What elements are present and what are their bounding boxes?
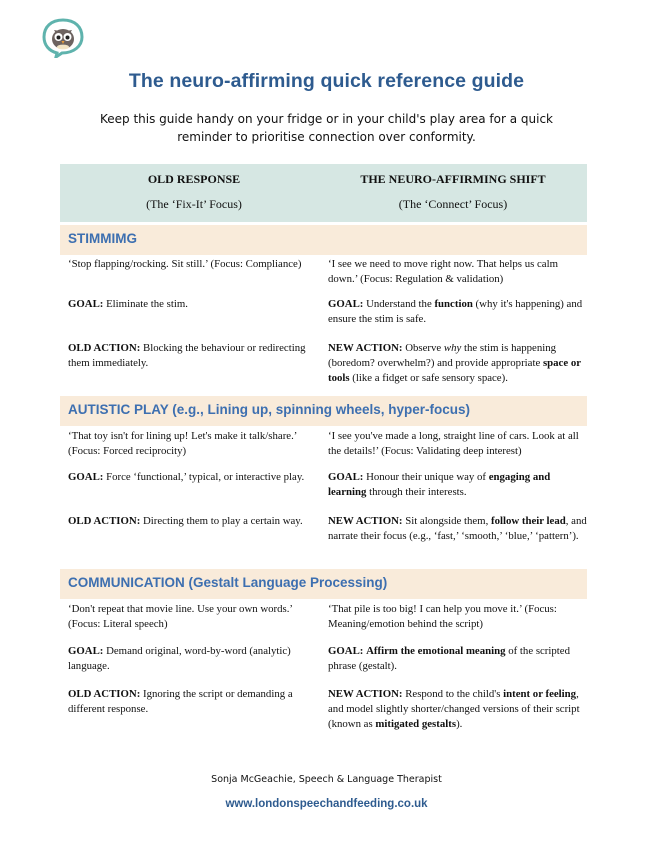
action-emphasis: intent or feeling [503,688,577,700]
table-header [60,164,587,222]
header-shift-title: THE NEURO-AFFIRMING SHIFT [360,172,546,186]
section-heading-communication [60,569,587,599]
goal-text: Honour their unique way of [363,471,489,483]
action-label: NEW ACTION: [328,515,403,527]
old-action [68,341,316,371]
author-credit: Sonja McGeachie, Speech & Language Therapist [211,774,442,785]
action-text: Directing them to play a certain way. [140,515,303,527]
old-response-quote: ‘That toy isn't for lining up! Let's make it talk/share.’ (Focus: Forced reciprocity) [68,430,297,457]
goal-text: Eliminate the stim. [103,298,188,310]
goal-label: GOAL: [68,298,104,310]
website-link[interactable]: www.londonspeechandfeeding.co.uk [225,798,428,810]
old-goal [68,644,316,674]
action-label: NEW ACTION: [328,688,403,700]
header-old-subtitle: (The ‘Fix-It’ Focus) [146,197,242,211]
old-response-quote: ‘Stop flapping/rocking. Sit still.’ (Focus: Compliance) [68,258,302,270]
goal-text: Demand original, word-by-word (analytic) language. [68,645,291,672]
action-label: OLD ACTION: [68,515,141,527]
intro-text: Keep this guide handy on your fridge or in your child's play area for a quick reminder to prioritise connection over conformity. [100,112,554,144]
old-goal [68,297,316,312]
new-action [328,514,590,544]
goal-label: GOAL: [328,471,364,483]
action-emphasis: follow their lead [490,515,566,527]
header-old-title: OLD RESPONSE [147,172,241,186]
old-action [68,514,316,529]
action-text: , and narrate their focus (e.g., ‘fast,’ ‘smooth,’ ‘blue,’ ‘pattern’). [328,515,587,542]
header-old-response [74,164,314,222]
goal-emphasis: function [434,298,473,310]
action-text: Ignoring the script or demanding a different response. [68,688,293,715]
action-label: OLD ACTION: [68,688,141,700]
goal-label: GOAL: [68,471,104,483]
new-action [328,341,590,386]
goal-text: Understand the [363,298,435,310]
section-title: AUTISTIC PLAY (e.g., Lining up, spinning wheels, hyper-focus) [68,402,471,417]
shift-response-quote: ‘That pile is too big! I can help you move it.’ (Focus: Meaning/emotion behind the script) [328,603,557,630]
action-emphasis: why [443,342,462,354]
old-response-quote: ‘Don't repeat that movie line. Use your own words.’ (Focus: Literal speech) [68,603,293,630]
action-text: Blocking the behaviour or redirecting them immediately. [68,342,306,369]
action-text: Observe [402,342,444,354]
page-title: The neuro-affirming quick reference guide [128,70,525,92]
goal-label: GOAL: [68,645,104,657]
action-emphasis: mitigated gestalts [375,718,457,730]
action-text: , and model slightly shorter/changed versions of their script (known as [328,688,580,730]
section-title: STIMMIMG [68,231,137,246]
owl-speech-bubble-icon [42,18,84,58]
goal-emphasis: Affirm the emotional meaning [366,645,506,657]
shift-response-quote: ‘I see you've made a long, straight line of cars. Look at all the details!’ (Focus: Validating deep interest) [328,430,579,457]
action-text: (like a fidget or safe sensory space). [349,372,508,384]
header-neuro-affirming-shift [320,164,586,222]
goal-label: GOAL: [328,298,364,310]
goal-text: (why it's happening) and ensure the stim is safe. [328,298,583,325]
header-shift-subtitle: (The ‘Connect’ Focus) [398,197,508,211]
goal-text: Force ‘functional,’ typical, or interactive play. [103,471,305,483]
goal-label: GOAL: [328,645,364,657]
shift-response-quote: ‘I see we need to move right now. That helps us calm down.’ (Focus: Regulation & validation) [328,258,558,285]
goal-emphasis: engaging and learning [328,471,551,498]
old-goal [68,470,316,485]
goal-text: through their interests. [366,486,467,498]
new-action [328,687,590,732]
shift-goal [328,644,590,674]
action-text: Sit alongside them, [402,515,491,527]
goal-text: of the scripted phrase (gestalt). [328,645,570,672]
action-text: the stim is happening (boredom? overwhelm?) and provide appropriate [328,342,557,369]
section-heading-autistic-play [60,396,587,426]
old-action [68,687,316,717]
shift-goal [328,470,590,500]
action-text: ). [456,718,463,730]
shift-goal [328,297,590,327]
action-label: NEW ACTION: [328,342,403,354]
section-heading-stimming [60,225,587,255]
action-text: Respond to the child's [402,688,504,700]
section-title: COMMUNICATION (Gestalt Language Processing) [68,575,388,590]
action-label: OLD ACTION: [68,342,141,354]
action-emphasis: space or tools [328,357,581,384]
